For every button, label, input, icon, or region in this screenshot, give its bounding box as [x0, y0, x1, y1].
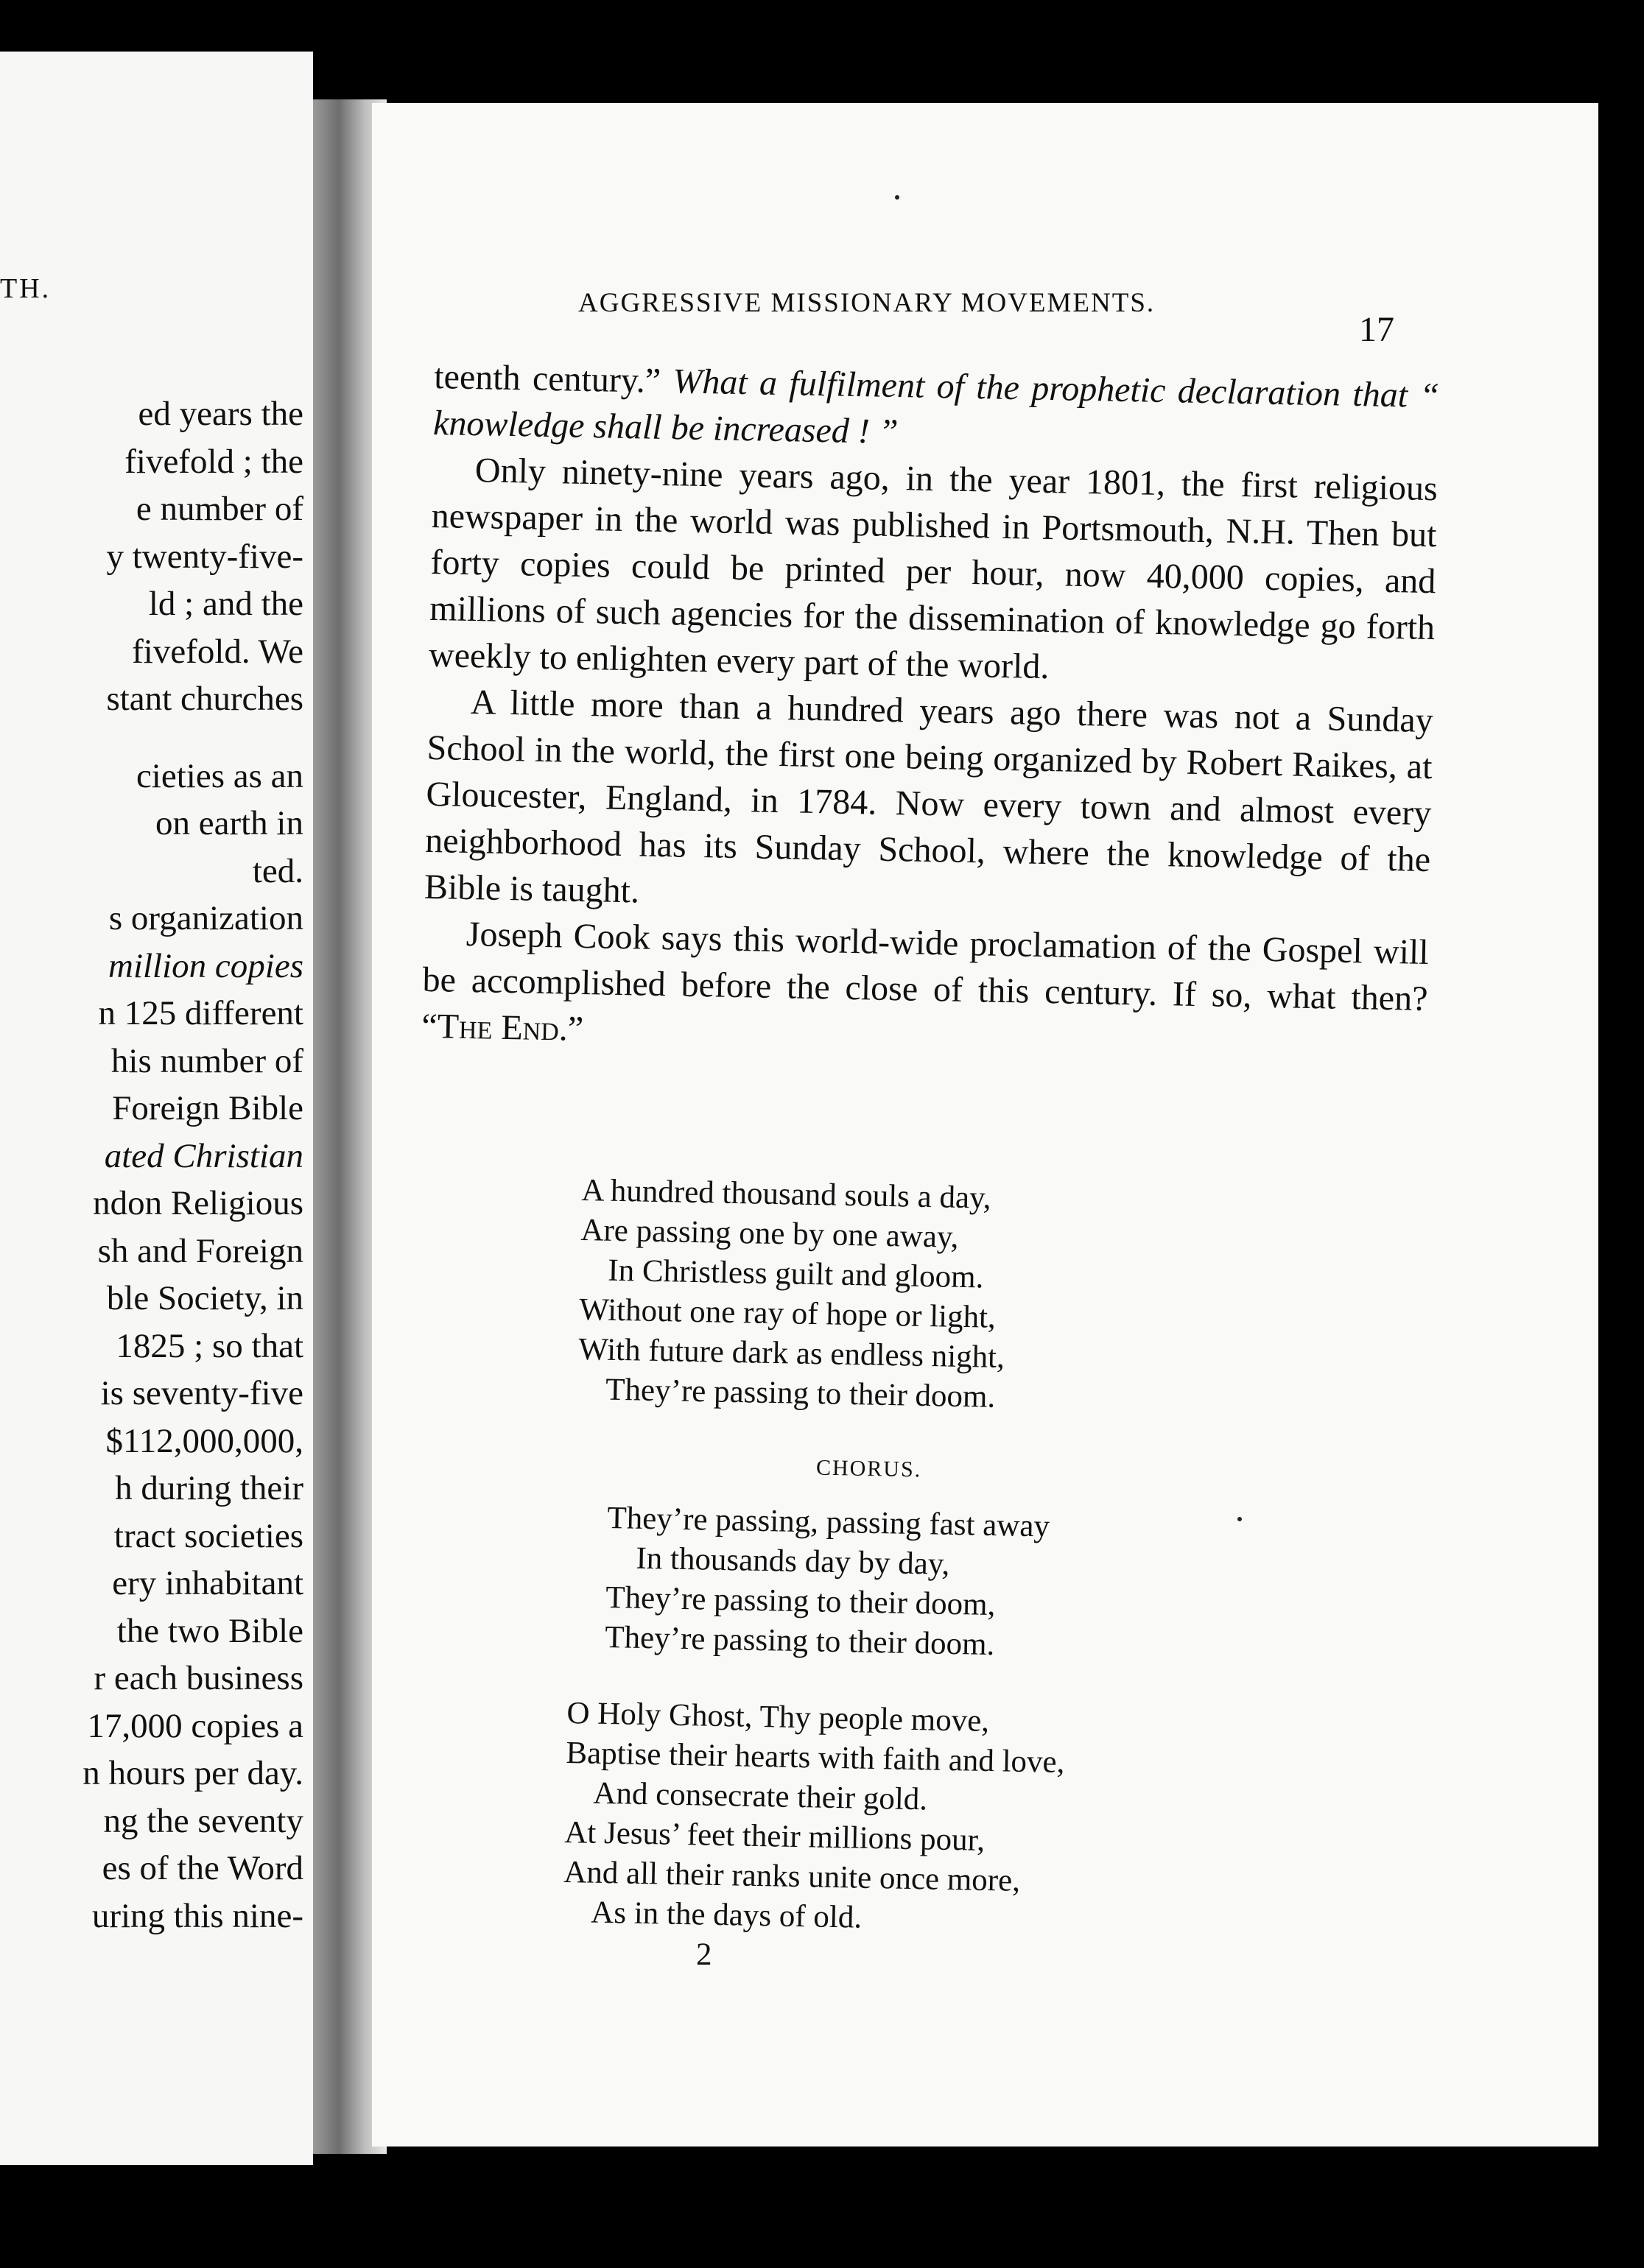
left-running-head: TH. [0, 273, 52, 304]
left-line: fivefold. We [132, 632, 303, 671]
left-line: ld ; and the [148, 585, 303, 623]
left-line: stant churches [106, 680, 303, 718]
left-line: 1825 ; so that [116, 1326, 303, 1365]
right-page [372, 103, 1598, 2146]
chorus-line: They’re passing to their doom. [604, 1619, 995, 1663]
verse-line: And all their ranks unite once more, [563, 1854, 1021, 1898]
verse-line: Baptise their hearts with faith and love, [566, 1735, 1065, 1780]
left-line: Foreign Bible [112, 1089, 303, 1127]
left-italic-text: ated Christian [104, 1136, 303, 1175]
verse-line: Are passing one by one away, [580, 1212, 959, 1255]
verse-line: As in the days of old. [590, 1895, 863, 1935]
left-line: $112,000,000, [105, 1421, 303, 1460]
left-line: cieties as an [136, 756, 303, 795]
paragraph-3: A little more than a hundred years ago there was not a Sunday School in the world, the first one being organized by Robert Raikes, at Gloucester, England, in 1784. Now every town and almost every neighborhood has its Sunday School, where the knowledge of the Bible is taught. [424, 683, 1434, 911]
left-line: y twenty-five- [106, 537, 303, 576]
paragraph-1-plain: teenth century.” [433, 356, 673, 401]
left-line: h during their [115, 1469, 303, 1507]
left-line: on earth in [155, 804, 303, 842]
left-line: n 125 different [98, 994, 303, 1032]
poem-verse-1 [577, 1171, 1245, 1422]
left-line: fivefold ; the [124, 442, 303, 481]
left-line-gap [0, 723, 309, 753]
left-line: n hours per day. [82, 1754, 303, 1792]
paragraph-1-italic: What a fulfilment of the prophetic declaration that “ knowledge shall be increased ! ” [432, 362, 1440, 452]
page-number: 17 [1359, 310, 1394, 349]
left-line: uring this nine- [91, 1896, 303, 1935]
verse-line: A hundred thousand souls a day, [581, 1172, 991, 1216]
paragraph-2: Only ninety-nine years ago, in the year 1801, the first religious newspaper in the world was published in Portsmouth, N.H. Then but forty copies could be printed per hour, now 40,000 copies, and millions of such agencies for the dissemination of knowledge go forth weekly to enlighten every part of the world. [428, 451, 1438, 687]
left-line-italic [0, 1133, 309, 1180]
scan-speck [1237, 1517, 1242, 1521]
left-line: the two Bible [116, 1611, 303, 1650]
the-end-phrase: “The End.” [421, 1006, 584, 1049]
verse-line: Without one ray of hope or light, [578, 1292, 997, 1335]
verse-line: In Christless guilt and gloom. [607, 1253, 984, 1295]
paragraph-4 [421, 910, 1429, 1068]
left-line: 17,000 copies a [87, 1706, 303, 1745]
verse-line: At Jesus’ feet their millions pour, [563, 1814, 986, 1858]
chorus-line: They’re passing, passing fast away [607, 1500, 1050, 1544]
verse-line: With future dark as endless night, [577, 1331, 1005, 1376]
left-line: ng the seventy [103, 1801, 303, 1840]
left-line: ndon Religious [93, 1184, 303, 1222]
chorus-line: In thousands day by day, [635, 1540, 950, 1582]
verse-line: They’re passing to their doom. [605, 1372, 996, 1415]
left-line: is seventy-five [100, 1374, 303, 1412]
paragraph-4-plain: Joseph Cook says this world-wide proclamation of the Gospel will be accomplished before the close of this century. If so, what then? [422, 914, 1430, 1019]
verse-line: O Holy Ghost, Thy people move, [566, 1695, 990, 1739]
body-text [421, 353, 1440, 1068]
signature-mark: 2 [696, 1937, 712, 1972]
left-italic-text: million copies [108, 946, 303, 985]
chorus-heading: CHORUS. [815, 1455, 922, 1482]
left-line: s organization [108, 899, 303, 937]
left-line-italic [0, 943, 309, 990]
running-head: AGGRESSIVE MISSIONARY MOVEMENTS. [578, 288, 1156, 318]
left-line: ery inhabitant [112, 1564, 303, 1602]
verse-line: And consecrate their gold. [592, 1775, 928, 1817]
poem-verse-2 [563, 1694, 1230, 1945]
poem-chorus [605, 1498, 1271, 1670]
chorus-line: They’re passing to their doom, [605, 1580, 996, 1623]
left-line: es of the Word [102, 1849, 303, 1887]
left-line: sh and Foreign [97, 1231, 303, 1270]
scan-speck [895, 195, 899, 200]
left-line: r each business [94, 1659, 303, 1697]
left-line: ble Society, in [106, 1279, 303, 1317]
left-page-text [0, 390, 309, 1940]
left-line: ed years the [138, 395, 303, 433]
left-line: ted. [252, 851, 303, 890]
left-line: tract societies [113, 1516, 303, 1555]
left-page [0, 52, 313, 2165]
left-line: e number of [136, 490, 303, 528]
left-line: his number of [110, 1041, 303, 1080]
